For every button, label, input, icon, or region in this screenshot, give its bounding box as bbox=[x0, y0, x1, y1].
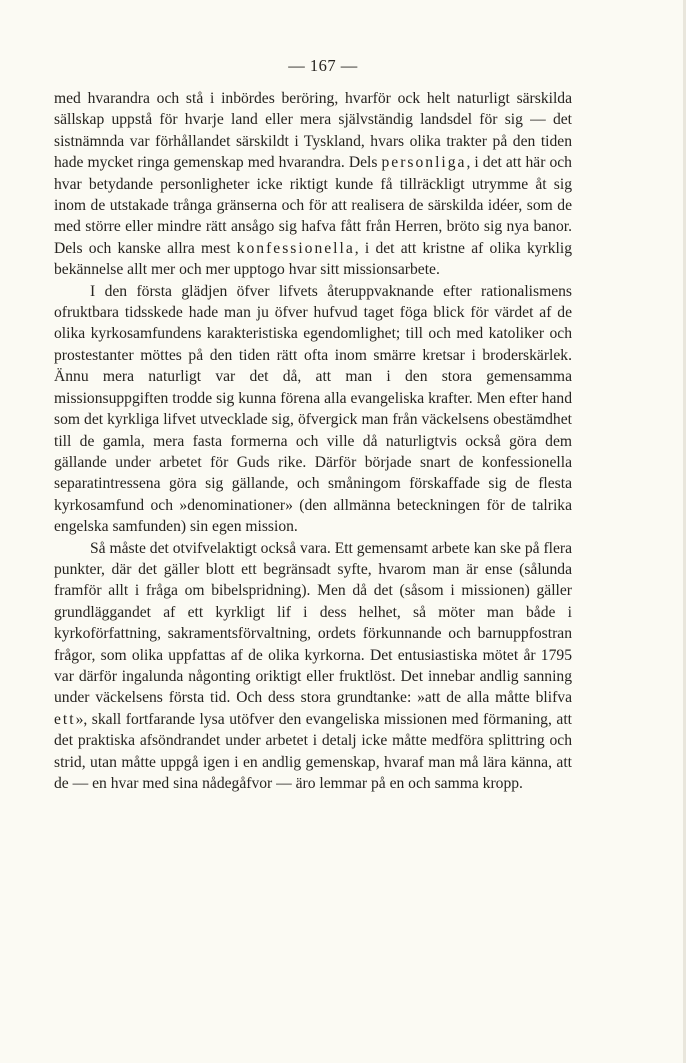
paragraph-3 bbox=[54, 538, 572, 795]
text-segment: », skall fortfarande lysa utöfver den evangeliska missionen med förmaning, att det praktiska afsöndrandet under arbetet i detalj icke måtte medföra splittring och strid, utan måtte uppgå igen i en andlig gemenskap, hvaraf man må lära känna, att de — en hvar med sina nådegåfvor — äro lemmar på en och samma kropp. bbox=[54, 710, 572, 792]
body-text bbox=[54, 88, 572, 794]
paragraph-2 bbox=[54, 281, 572, 538]
text-segment: , i det att här och hvar betydande personligheter icke riktigt kunde få tillräckligt utrymme åt sig inom de utstakade trånga gränserna och för att realisera de särskilda idéer, som de med större eller mindre rätt ansågo sig hafva fått från Herren, bröto sig nya banor. Dels och kanske allra mest bbox=[54, 154, 572, 257]
emphasized-word: ett bbox=[54, 710, 76, 728]
paragraph-1 bbox=[54, 88, 572, 281]
emphasized-word: konfessionella bbox=[236, 239, 355, 257]
text-segment: I den första glädjen öfver lifvets återuppvaknande efter rationalismens ofruktbara tidsskede hade man ju öfver hufvud taget föga blick för värdet af de olika kyrkosamfundens karakteristiska egendomlighet; till och med katoliker och prostestanter möttes på den tiden rätt ofta inom smärre kretsar i broderskärlek. Ännu mera naturligt var det då, att man i den stora gemensamma missionsuppgiften trodde sig kunna förena alla evangeliska krafter. Men efter hand som det kyrkliga lifvet utvecklade sig, öfvergick man från väckelsens obestämdhet till de gamla, mera fasta formerna och ville då naturligtvis också göra dem gällande under arbetet för Guds rike. Därför började snart de konfessionella separatintressena göra sig gällande, och småningom förskaffade sig de flesta kyrkosamfund och »denominationer» (den allmänna beteckningen för de talrika engelska samfunden) sin egen mission. bbox=[54, 282, 572, 536]
text-segment: Så måste det otvifvelaktigt också vara. Ett gemensamt arbete kan ske på flera punkter, där det gäller blott ett begränsadt syfte, hvarom man är ense (sålunda framför allt i fråga om bibelspridning). Men då det (såsom i missionen) gäller grundläggandet af ett kyrkligt lif i dess helhet, så möter man både i kyrkoförfattning, sakramentsförvaltning, ordets förkunnande och barnuppfostran frågor, som olika uppfattas af de olika kyrkorna. Det entusiastiska mötet år 1795 var därför ingalunda någonting oriktigt eller fruktlöst. Det innebar andlig sanning under väckelsens första tid. Och dess stora grundtanke: »att de alla måtte blifva bbox=[54, 539, 572, 707]
text-segment: med hvarandra och stå i inbördes beröring, hvarför ock helt naturligt särskilda sällskap uppstå för hvarje land eller mera självständig landsdel för sig — det sistnämnda var förhållandet särskildt i Tyskland, hvars olika trakter på den tiden hade mycket ringa gemenskap med hvarandra. Dels bbox=[54, 90, 572, 172]
emphasized-word: personliga bbox=[381, 154, 467, 172]
text-segment: , i det att kristne af olika kyrklig bekännelse allt mer och mer upptogo hvar sitt missionsarbete. bbox=[54, 239, 572, 279]
page-number: — 167 — bbox=[288, 56, 358, 75]
